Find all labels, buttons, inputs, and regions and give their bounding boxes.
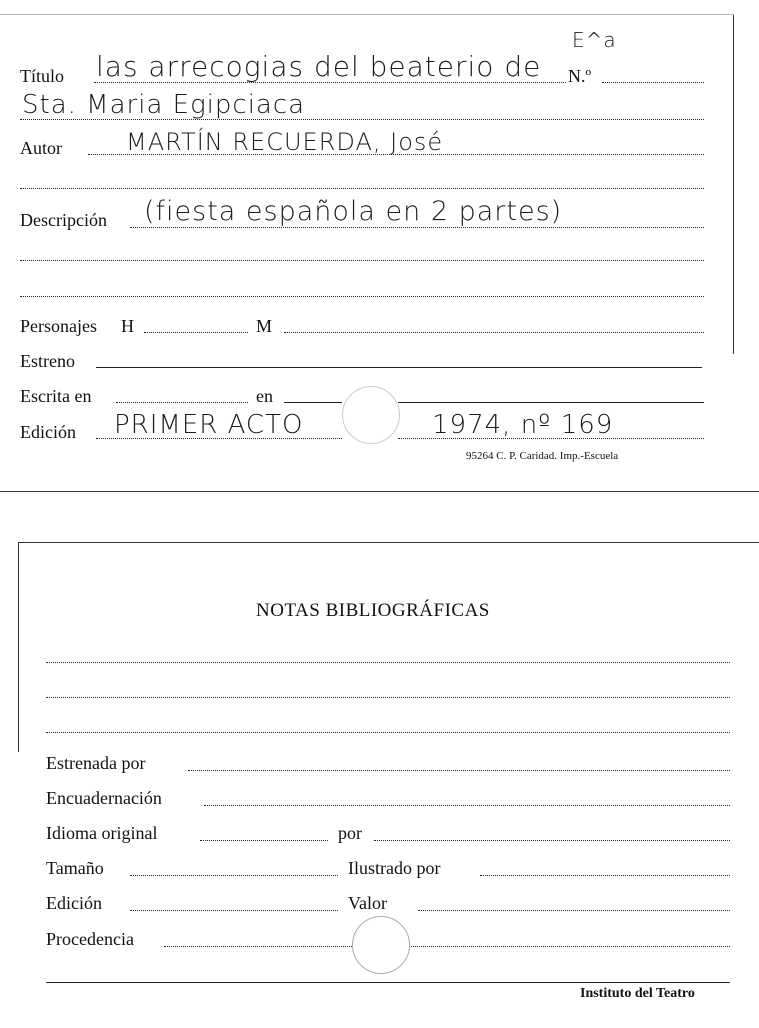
escrita-en-line-b	[398, 402, 704, 403]
printer-note: 95264 C. P. Caridad. Imp.-Escuela	[466, 450, 619, 462]
notas-line-2	[46, 697, 730, 698]
personajes-m-line	[284, 332, 704, 333]
autor-value: MARTÍN RECUERDA, José	[126, 128, 444, 156]
notas-heading: NOTAS BIBLIOGRÁFICAS	[256, 600, 490, 621]
autor-label: Autor	[20, 138, 62, 158]
estrenada-line	[188, 770, 730, 771]
edicion-value-2: 1974, nº 169	[432, 410, 614, 440]
notas-line-3	[46, 732, 730, 733]
procedencia-line	[164, 946, 730, 947]
procedencia-label: Procedencia	[46, 929, 134, 949]
edicion-value-1: PRIMER ACTO	[114, 410, 304, 440]
escrita-line	[116, 402, 248, 403]
tamano-label: Tamaño	[46, 858, 104, 878]
estrenada-label: Estrenada por	[46, 753, 146, 773]
card-front-punch-hole	[342, 386, 400, 444]
numero-line	[602, 82, 704, 83]
personajes-h-line	[144, 332, 248, 333]
numero-label: N.º	[568, 66, 592, 86]
idioma-label: Idioma original	[46, 823, 158, 843]
escrita-label: Escrita en	[20, 386, 92, 406]
titulo-value-line1: las arrecogias del beaterio de	[96, 50, 542, 83]
edicion-b-label: Edición	[46, 893, 102, 913]
descripcion-label: Descripción	[20, 210, 107, 230]
institution-label: Instituto del Teatro	[580, 986, 695, 1001]
ilustrado-line	[480, 875, 730, 876]
estreno-line	[96, 367, 702, 368]
por-label: por	[338, 823, 362, 843]
encuadernacion-label: Encuadernación	[46, 788, 162, 808]
escrita-en-label: en	[256, 386, 273, 406]
valor-line	[418, 910, 730, 911]
personajes-h-label: H	[121, 316, 134, 336]
notas-line-1	[46, 662, 730, 663]
titulo-value-line2: Sta. Maria Egipciaca	[22, 90, 306, 120]
card-back-bottom-line	[46, 982, 730, 983]
escrita-en-line	[284, 402, 342, 403]
por-line	[374, 840, 730, 841]
card-front-bottom-edge	[0, 491, 759, 492]
edicion-label: Edición	[20, 422, 76, 442]
numero-value: E^a	[572, 28, 617, 52]
descripcion-line-2	[20, 260, 704, 261]
descripcion-line	[130, 227, 704, 228]
estreno-label: Estreno	[20, 351, 75, 371]
titulo-label: Título	[20, 66, 64, 86]
encuadernacion-line	[204, 805, 730, 806]
card-front-top-edge	[0, 14, 734, 15]
card-back-punch-hole	[352, 916, 410, 974]
valor-label: Valor	[348, 893, 387, 913]
card-back-left-edge	[18, 542, 19, 752]
titulo-line-2	[20, 119, 704, 120]
descripcion-value: (fiesta española en 2 partes)	[144, 196, 563, 227]
ilustrado-label: Ilustrado por	[348, 858, 441, 878]
edicion-b-line	[130, 910, 338, 911]
card-back-top-edge	[18, 542, 759, 543]
autor-line-2	[20, 188, 704, 189]
tamano-line	[130, 875, 338, 876]
card-front-right-edge	[733, 14, 734, 354]
descripcion-line-3	[20, 296, 704, 297]
personajes-m-label: M	[256, 316, 273, 336]
idioma-line	[200, 840, 328, 841]
personajes-label: Personajes	[20, 316, 97, 336]
